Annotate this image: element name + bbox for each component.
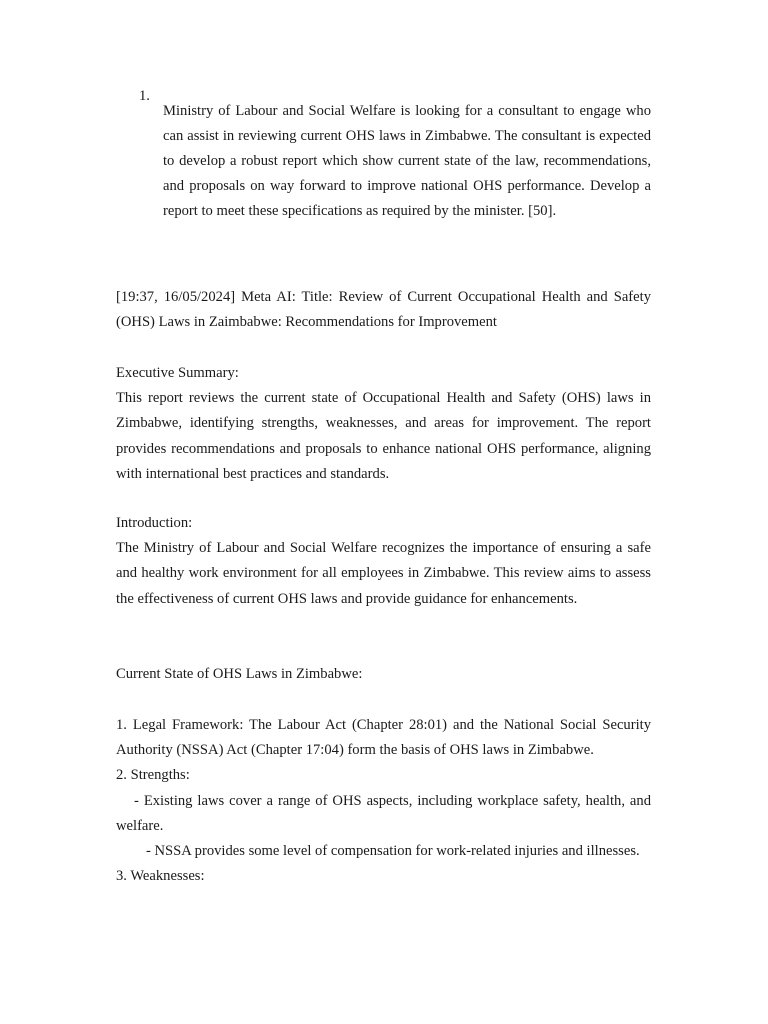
strength-item-1: - Existing laws cover a range of OHS aspects, including workplace safety, health, and welfare. bbox=[116, 792, 651, 834]
current-state-list bbox=[116, 713, 651, 889]
introduction-section bbox=[116, 511, 651, 612]
executive-summary-heading: Executive Summary: bbox=[116, 365, 239, 381]
current-state-heading: Current State of OHS Laws in Zimbabwe: bbox=[116, 666, 363, 682]
strength-item-2: - NSSA provides some level of compensation for work-related injuries and illnesses. bbox=[146, 843, 640, 860]
strengths-heading: 2. Strengths: bbox=[116, 767, 190, 784]
legal-framework-item: 1. Legal Framework: The Labour Act (Chapter 28:01) and the National Social Security Authority (NSSA) Act (Chapter 17:04) form the basis of OHS laws in Zimbabwe. bbox=[116, 717, 651, 759]
question-item bbox=[139, 84, 651, 239]
introduction-text: The Ministry of Labour and Social Welfare recognizes the importance of ensuring a safe and healthy work environment for all employees in Zimbabwe. This review aims to assess the effectiveness of current OHS laws and provide guidance for enhancements. bbox=[116, 540, 651, 607]
report-title-block bbox=[116, 285, 651, 335]
report-title-line: [19:37, 16/05/2024] Meta AI: Title: Review of Current Occupational Health and Safety (OHS) Laws in Zaimbabwe: Recommendations for Improvement bbox=[116, 289, 651, 331]
question-number: 1. bbox=[139, 88, 150, 104]
weaknesses-heading: 3. Weaknesses: bbox=[116, 868, 205, 885]
executive-summary-text: This report reviews the current state of Occupational Health and Safety (OHS) laws in Zimbabwe, identifying strengths, weaknesses, and areas for improvement. The report provides recommendations and proposals to enhance national OHS performance, aligning with international best practices and standards. bbox=[116, 390, 651, 482]
current-state-heading-block bbox=[116, 662, 651, 687]
introduction-heading: Introduction: bbox=[116, 515, 193, 531]
question-text: Ministry of Labour and Social Welfare is looking for a consultant to engage who can assist in reviewing current OHS laws in Zimbabwe. The consultant is expected to develop a robust report which show current state of the law, recommendations, and proposals on way forward to improve national OHS performance. Develop a report to meet these specifications as required by the minister. [50]. bbox=[163, 102, 651, 220]
executive-summary-section bbox=[116, 361, 651, 487]
